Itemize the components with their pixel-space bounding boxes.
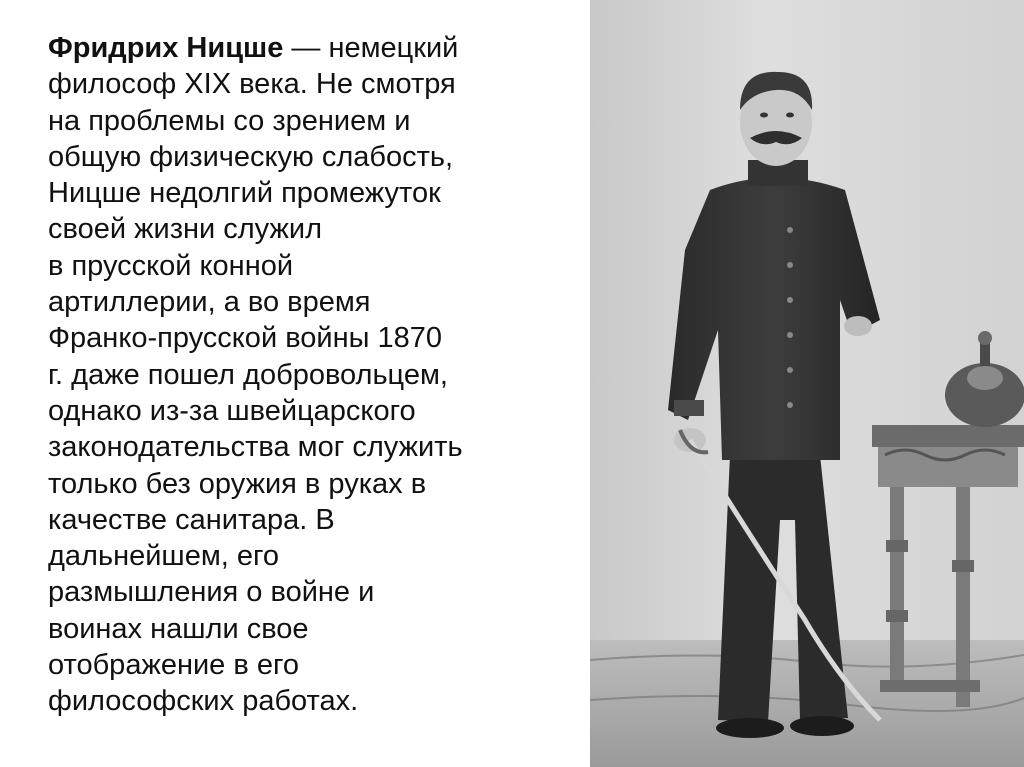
biography-body: — немецкий философ XIX века. Не смотря на проблемы со зрением и общую физическую слабость, Ницше недолгий промежуток своей жизни служил в прусской конной артиллерии, а во время Франко-прусской войны 1870 г. даже пошел добровольцем, однако из-за швейцарского законодательства мог служить только без оружия в руках в качестве санитара. В дальнейшем, его размышления о войне и воинах нашли свое отображение в его философских работах. — [48, 32, 463, 718]
portrait-photo — [590, 0, 1024, 767]
portrait-illustration — [590, 0, 1024, 767]
biography-lead-name: Фридрих Ницше — [48, 32, 284, 64]
biography-text — [48, 30, 568, 720]
